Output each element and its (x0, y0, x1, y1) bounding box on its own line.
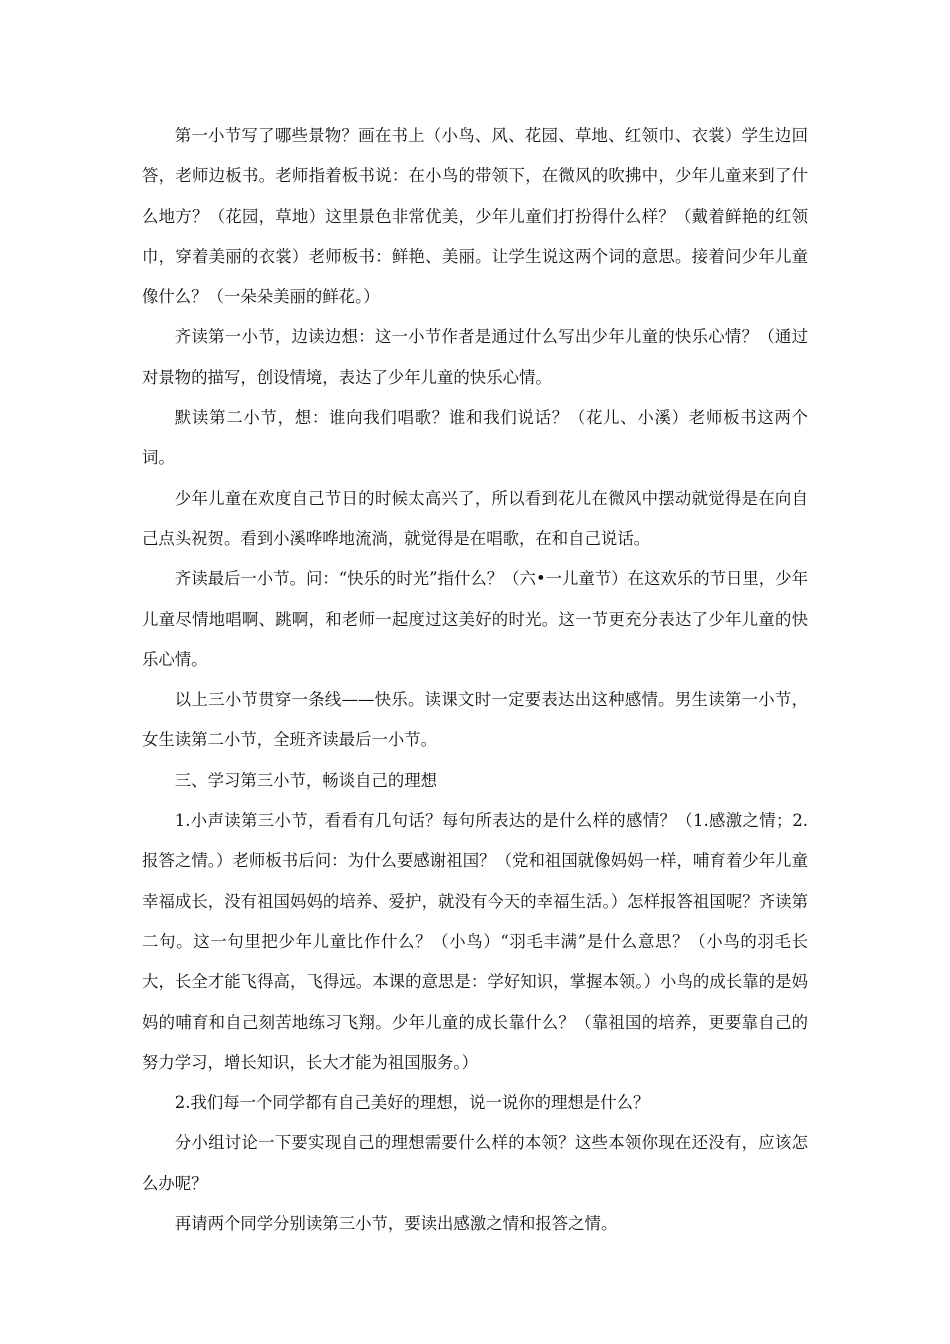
document-page (142, 116, 808, 1244)
paragraph-7: 1.小声读第三小节，看看有几句话？每句所表达的是什么样的感情？（1.感激之情；2.报答之情。）老师板书后问：为什么要感谢祖国？（党和祖国就像妈妈一样，哺育着少年儿童幸福成长，没有祖国妈妈的培养、爱护，就没有今天的幸福生活。）怎样报答祖国呢？齐读第二句。这一句里把少年儿童比作什么？（小鸟）“羽毛丰满”是什么意思？（小鸟的羽毛长大，长全才能飞得高，飞得远。本课的意思是：学好知识，掌握本领。）小鸟的成长靠的是妈妈的哺育和自己刻苦地练习飞翔。少年儿童的成长靠什么？（靠祖国的培养，更要靠自己的努力学习，增长知识，长大才能为祖国服务。） (142, 811, 808, 1072)
paragraph-2: 齐读第一小节，边读边想：这一小节作者是通过什么写出少年儿童的快乐心情？（通过对景物的描写，创设情境，表达了少年儿童的快乐心情。 (142, 327, 808, 387)
paragraph-10: 再请两个同学分别读第三小节，要读出感激之情和报答之情。 (174, 1214, 618, 1234)
paragraph-6: 以上三小节贯穿一条线——快乐。读课文时一定要表达出这种感情。男生读第一小节，女生读第二小节，全班齐读最后一小节。 (142, 690, 808, 750)
paragraph-8: 2.我们每一个同学都有自己美好的理想，说一说你的理想是什么？ (174, 1093, 650, 1113)
paragraph-3: 默读第二小节，想：谁向我们唱歌？谁和我们说话？（花儿、小溪）老师板书这两个词。 (142, 408, 808, 468)
paragraph-1: 第一小节写了哪些景物？画在书上（小鸟、风、花园、草地、红领巾、衣裳）学生边回答，老师边板书。老师指着板书说：在小鸟的带领下，在微风的吹拂中，少年儿童来到了什么地方？（花园，草地）这里景色非常优美，少年儿童们打扮得什么样？（戴着鲜艳的红领巾，穿着美丽的衣裳）老师板书：鲜艳、美丽。让学生说这两个词的意思。接着问少年儿童像什么？（一朵朵美丽的鲜花。） (142, 126, 808, 307)
paragraph-9: 分小组讨论一下要实现自己的理想需要什么样的本领？这些本领你现在还没有，应该怎么办呢？ (142, 1133, 808, 1193)
paragraph-5: 齐读最后一小节。问：“快乐的时光”指什么？（六•一儿童节）在这欢乐的节日里，少年儿童尽情地唱啊、跳啊，和老师一起度过这美好的时光。这一节更充分表达了少年儿童的快乐心情。 (142, 569, 808, 669)
section-heading: 三、学习第三小节，畅谈自己的理想 (174, 770, 438, 790)
paragraph-4: 少年儿童在欢度自己节日的时候太高兴了，所以看到花儿在微风中摆动就觉得是在向自己点头祝贺。看到小溪哗哗地流淌，就觉得是在唱歌，在和自己说话。 (142, 488, 808, 548)
